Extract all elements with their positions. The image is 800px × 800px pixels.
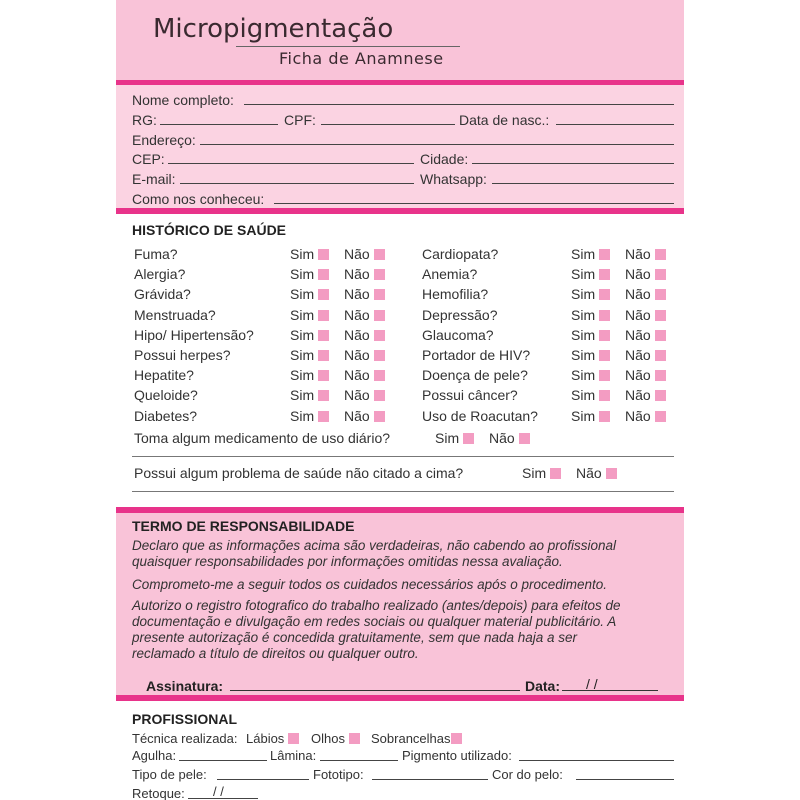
no-label: Não bbox=[344, 408, 370, 424]
text-line: quaisquer responsabilidades por informações omitidas nessa avaliação. bbox=[132, 554, 563, 569]
checkbox-no[interactable] bbox=[374, 390, 385, 401]
professional-title: PROFISSIONAL bbox=[132, 711, 238, 727]
checkbox-no[interactable] bbox=[519, 433, 530, 444]
health-question-label: Glaucoma? bbox=[422, 327, 494, 343]
health-option-no[interactable] bbox=[625, 387, 666, 403]
phototype-label: Fototipo: bbox=[313, 767, 364, 782]
checkbox-yes[interactable] bbox=[318, 249, 329, 260]
health-option-no[interactable] bbox=[344, 367, 385, 383]
other-problem-no[interactable] bbox=[576, 465, 617, 481]
text-line: Autorizo o registro fotografico do trabalho realizado (antes/depois) para efeitos de bbox=[132, 598, 621, 613]
health-option-yes[interactable] bbox=[290, 367, 329, 383]
health-option-yes[interactable] bbox=[571, 408, 610, 424]
checkbox-no[interactable] bbox=[655, 350, 666, 361]
yes-label: Sim bbox=[290, 307, 315, 323]
checkbox-no[interactable] bbox=[374, 249, 385, 260]
yes-label: Sim bbox=[435, 430, 460, 446]
no-label: Não bbox=[344, 266, 370, 282]
signature-label: Assinatura: bbox=[146, 678, 224, 694]
checkbox-no[interactable] bbox=[655, 330, 666, 341]
whatsapp-label: Whatsapp: bbox=[420, 171, 487, 187]
eyes-label: Olhos bbox=[311, 731, 345, 746]
form-subtitle: Ficha de Anamnese bbox=[279, 49, 444, 68]
health-question-label: Depressão? bbox=[422, 307, 498, 323]
health-option-no[interactable] bbox=[344, 327, 385, 343]
health-question-label: Fuma? bbox=[134, 246, 178, 262]
checkbox-yes[interactable] bbox=[599, 411, 610, 422]
health-option-yes[interactable] bbox=[571, 367, 610, 383]
health-option-yes[interactable] bbox=[290, 246, 329, 262]
pigment-field[interactable] bbox=[519, 760, 674, 761]
yes-label: Sim bbox=[290, 408, 315, 424]
medication-yes[interactable] bbox=[435, 430, 474, 446]
blade-label: Lâmina: bbox=[270, 748, 317, 763]
cpf-label: CPF: bbox=[284, 112, 316, 128]
rg-field[interactable] bbox=[160, 124, 278, 125]
anamnesis-form bbox=[116, 0, 684, 800]
no-label: Não bbox=[344, 246, 370, 262]
health-option-no[interactable] bbox=[625, 408, 666, 424]
checkbox-lips[interactable] bbox=[288, 733, 299, 744]
yes-label: Sim bbox=[522, 465, 547, 481]
health-question-label: Possui herpes? bbox=[134, 347, 231, 363]
health-option-yes[interactable] bbox=[290, 266, 329, 282]
health-question-label: Cardiopata? bbox=[422, 246, 499, 262]
brows-label: Sobrancelhas bbox=[371, 731, 451, 746]
health-question-label: Anemia? bbox=[422, 266, 478, 282]
text-line: reclamado a título de direitos ou qualquer outro. bbox=[132, 646, 419, 661]
health-option-no[interactable] bbox=[625, 327, 666, 343]
email-label: E-mail: bbox=[132, 171, 176, 187]
birth-date-field[interactable] bbox=[556, 124, 674, 125]
medication-question: Toma algum medicamento de uso diário? bbox=[134, 430, 391, 446]
health-question-label: Hemofilia? bbox=[422, 286, 489, 302]
birth-date-label: Data de nasc.: bbox=[459, 112, 550, 128]
yes-label: Sim bbox=[290, 266, 315, 282]
city-label: Cidade: bbox=[420, 151, 469, 167]
checkbox-no[interactable] bbox=[655, 310, 666, 321]
checkbox-yes[interactable] bbox=[599, 289, 610, 300]
no-label: Não bbox=[344, 387, 370, 403]
health-option-yes[interactable] bbox=[290, 408, 329, 424]
checkbox-yes[interactable] bbox=[463, 433, 474, 444]
health-option-yes[interactable] bbox=[290, 327, 329, 343]
no-label: Não bbox=[344, 307, 370, 323]
terms-title: TERMO DE RESPONSABILIDADE bbox=[132, 518, 355, 534]
health-option-yes[interactable] bbox=[290, 387, 329, 403]
cep-label: CEP: bbox=[132, 151, 165, 167]
checkbox-no[interactable] bbox=[655, 249, 666, 260]
divider bbox=[132, 456, 674, 457]
terms-paragraph-3 bbox=[132, 598, 621, 662]
yes-label: Sim bbox=[571, 246, 596, 262]
health-question-label: Alergia? bbox=[134, 266, 186, 282]
checkbox-yes[interactable] bbox=[318, 350, 329, 361]
health-option-no[interactable] bbox=[344, 266, 385, 282]
text-line: Comprometo-me a seguir todos os cuidados necessários após o procedimento. bbox=[132, 577, 607, 592]
health-option-yes[interactable] bbox=[571, 387, 610, 403]
yes-label: Sim bbox=[571, 367, 596, 383]
checkbox-no[interactable] bbox=[374, 350, 385, 361]
yes-label: Sim bbox=[290, 347, 315, 363]
health-question-label: Portador de HIV? bbox=[422, 347, 531, 363]
checkbox-yes[interactable] bbox=[318, 289, 329, 300]
no-label: Não bbox=[625, 286, 651, 302]
skin-type-label: Tipo de pele: bbox=[132, 767, 207, 782]
health-option-yes[interactable] bbox=[571, 307, 610, 323]
phototype-field[interactable] bbox=[372, 779, 488, 780]
checkbox-yes[interactable] bbox=[318, 411, 329, 422]
terms-stripe-bottom bbox=[116, 695, 684, 701]
skin-type-field[interactable] bbox=[217, 779, 309, 780]
address-field[interactable] bbox=[200, 144, 674, 145]
city-field[interactable] bbox=[472, 163, 674, 164]
date-label: Data: bbox=[525, 678, 561, 694]
cep-field[interactable] bbox=[168, 163, 414, 164]
referral-label: Como nos conheceu: bbox=[132, 191, 265, 207]
checkbox-eyes[interactable] bbox=[349, 733, 360, 744]
yes-label: Sim bbox=[290, 387, 315, 403]
health-question-label: Grávida? bbox=[134, 286, 191, 302]
checkbox-yes[interactable] bbox=[599, 390, 610, 401]
checkbox-yes[interactable] bbox=[550, 468, 561, 479]
health-option-yes[interactable] bbox=[571, 286, 610, 302]
checkbox-yes[interactable] bbox=[318, 370, 329, 381]
yes-label: Sim bbox=[290, 327, 315, 343]
no-label: Não bbox=[625, 246, 651, 262]
no-label: Não bbox=[625, 307, 651, 323]
checkbox-no[interactable] bbox=[374, 411, 385, 422]
health-option-no[interactable] bbox=[625, 367, 666, 383]
text-line: documentação e divulgação em redes sociais ou qualquer material publicitário. A bbox=[132, 614, 617, 629]
text-line: Declaro que as informações acima são verdadeiras, não cabendo ao profissional bbox=[132, 538, 617, 553]
option-lips[interactable] bbox=[246, 731, 299, 746]
health-question-label: Possui câncer? bbox=[422, 387, 518, 403]
referral-field[interactable] bbox=[274, 203, 674, 204]
no-label: Não bbox=[625, 408, 651, 424]
text-line: presente autorização é concedida gratuitamente, sem que nada haja a ser bbox=[132, 630, 578, 645]
yes-label: Sim bbox=[571, 286, 596, 302]
health-option-no[interactable] bbox=[344, 307, 385, 323]
checkbox-no[interactable] bbox=[374, 310, 385, 321]
health-option-no[interactable] bbox=[344, 347, 385, 363]
checkbox-no[interactable] bbox=[374, 330, 385, 341]
no-label: Não bbox=[344, 327, 370, 343]
technique-label: Técnica realizada: bbox=[132, 731, 238, 746]
health-option-no[interactable] bbox=[344, 246, 385, 262]
health-question-label: Doença de pele? bbox=[422, 367, 528, 383]
yes-label: Sim bbox=[290, 286, 315, 302]
health-option-yes[interactable] bbox=[571, 246, 610, 262]
full-name-label: Nome completo: bbox=[132, 92, 234, 108]
health-option-yes[interactable] bbox=[290, 307, 329, 323]
no-label: Não bbox=[489, 430, 515, 446]
other-problem-yes[interactable] bbox=[522, 465, 561, 481]
yes-label: Sim bbox=[571, 408, 596, 424]
checkbox-no[interactable] bbox=[606, 468, 617, 479]
health-question-label: Uso de Roacutan? bbox=[422, 408, 538, 424]
checkbox-no[interactable] bbox=[655, 411, 666, 422]
checkbox-yes[interactable] bbox=[599, 330, 610, 341]
needle-label: Agulha: bbox=[132, 748, 177, 763]
date-slashes: / / bbox=[586, 676, 598, 692]
address-label: Endereço: bbox=[132, 132, 196, 148]
cpf-field[interactable] bbox=[321, 124, 455, 125]
yes-label: Sim bbox=[571, 307, 596, 323]
no-label: Não bbox=[625, 387, 651, 403]
health-option-yes[interactable] bbox=[290, 347, 329, 363]
health-option-no[interactable] bbox=[344, 387, 385, 403]
health-question-label: Menstruada? bbox=[134, 307, 216, 323]
yes-label: Sim bbox=[571, 387, 596, 403]
health-option-no[interactable] bbox=[625, 246, 666, 262]
checkbox-yes[interactable] bbox=[318, 390, 329, 401]
health-option-no[interactable] bbox=[344, 286, 385, 302]
rg-label: RG: bbox=[132, 112, 157, 128]
terms-paragraph-1 bbox=[132, 538, 616, 570]
no-label: Não bbox=[344, 286, 370, 302]
hair-color-label: Cor do pelo: bbox=[492, 767, 563, 782]
health-option-yes[interactable] bbox=[571, 327, 610, 343]
checkbox-yes[interactable] bbox=[599, 310, 610, 321]
checkbox-no[interactable] bbox=[655, 289, 666, 300]
form-title: Micropigmentação bbox=[153, 14, 394, 44]
terms-paragraph-2 bbox=[132, 577, 607, 593]
personal-info-stripe bbox=[116, 208, 684, 214]
divider bbox=[132, 491, 674, 492]
checkbox-yes[interactable] bbox=[318, 310, 329, 321]
title-underline bbox=[236, 46, 460, 47]
health-option-yes[interactable] bbox=[571, 266, 610, 282]
checkbox-no[interactable] bbox=[374, 269, 385, 280]
health-option-no[interactable] bbox=[625, 266, 666, 282]
checkbox-yes[interactable] bbox=[599, 249, 610, 260]
email-field[interactable] bbox=[180, 183, 414, 184]
no-label: Não bbox=[576, 465, 602, 481]
checkbox-no[interactable] bbox=[655, 370, 666, 381]
no-label: Não bbox=[625, 367, 651, 383]
health-option-no[interactable] bbox=[625, 307, 666, 323]
needle-field[interactable] bbox=[179, 760, 267, 761]
lips-label: Lábios bbox=[246, 731, 285, 746]
checkbox-yes[interactable] bbox=[599, 350, 610, 361]
hair-color-field[interactable] bbox=[576, 779, 674, 780]
retouch-slashes: / / bbox=[213, 784, 224, 799]
checkbox-yes[interactable] bbox=[318, 269, 329, 280]
health-option-no[interactable] bbox=[625, 347, 666, 363]
no-label: Não bbox=[625, 266, 651, 282]
checkbox-yes[interactable] bbox=[599, 269, 610, 280]
no-label: Não bbox=[344, 367, 370, 383]
option-eyes[interactable] bbox=[311, 731, 360, 746]
yes-label: Sim bbox=[290, 367, 315, 383]
signature-field[interactable] bbox=[230, 690, 520, 691]
checkbox-no[interactable] bbox=[655, 269, 666, 280]
date-field[interactable] bbox=[562, 690, 658, 691]
no-label: Não bbox=[625, 327, 651, 343]
health-option-no[interactable] bbox=[344, 408, 385, 424]
health-question-label: Queloide? bbox=[134, 387, 198, 403]
other-problem-question: Possui algum problema de saúde não citado a cima? bbox=[134, 465, 464, 481]
retouch-label: Retoque: bbox=[132, 786, 185, 800]
option-brows[interactable] bbox=[371, 731, 462, 746]
checkbox-yes[interactable] bbox=[599, 370, 610, 381]
pigment-label: Pigmento utilizado: bbox=[402, 748, 512, 763]
checkbox-no[interactable] bbox=[655, 390, 666, 401]
health-option-no[interactable] bbox=[625, 286, 666, 302]
whatsapp-field[interactable] bbox=[492, 183, 674, 184]
checkbox-yes[interactable] bbox=[318, 330, 329, 341]
health-question-label: Hipo/ Hipertensão? bbox=[134, 327, 254, 343]
health-question-label: Diabetes? bbox=[134, 408, 198, 424]
yes-label: Sim bbox=[571, 347, 596, 363]
health-history-title: HISTÓRICO DE SAÚDE bbox=[132, 222, 287, 238]
health-option-yes[interactable] bbox=[290, 286, 329, 302]
full-name-field[interactable] bbox=[244, 104, 674, 105]
yes-label: Sim bbox=[571, 266, 596, 282]
checkbox-brows[interactable] bbox=[451, 733, 462, 744]
health-question-label: Hepatite? bbox=[134, 367, 194, 383]
no-label: Não bbox=[625, 347, 651, 363]
checkbox-no[interactable] bbox=[374, 289, 385, 300]
blade-field[interactable] bbox=[320, 760, 398, 761]
health-option-yes[interactable] bbox=[571, 347, 610, 363]
checkbox-no[interactable] bbox=[374, 370, 385, 381]
no-label: Não bbox=[344, 347, 370, 363]
yes-label: Sim bbox=[290, 246, 315, 262]
medication-no[interactable] bbox=[489, 430, 530, 446]
yes-label: Sim bbox=[571, 327, 596, 343]
